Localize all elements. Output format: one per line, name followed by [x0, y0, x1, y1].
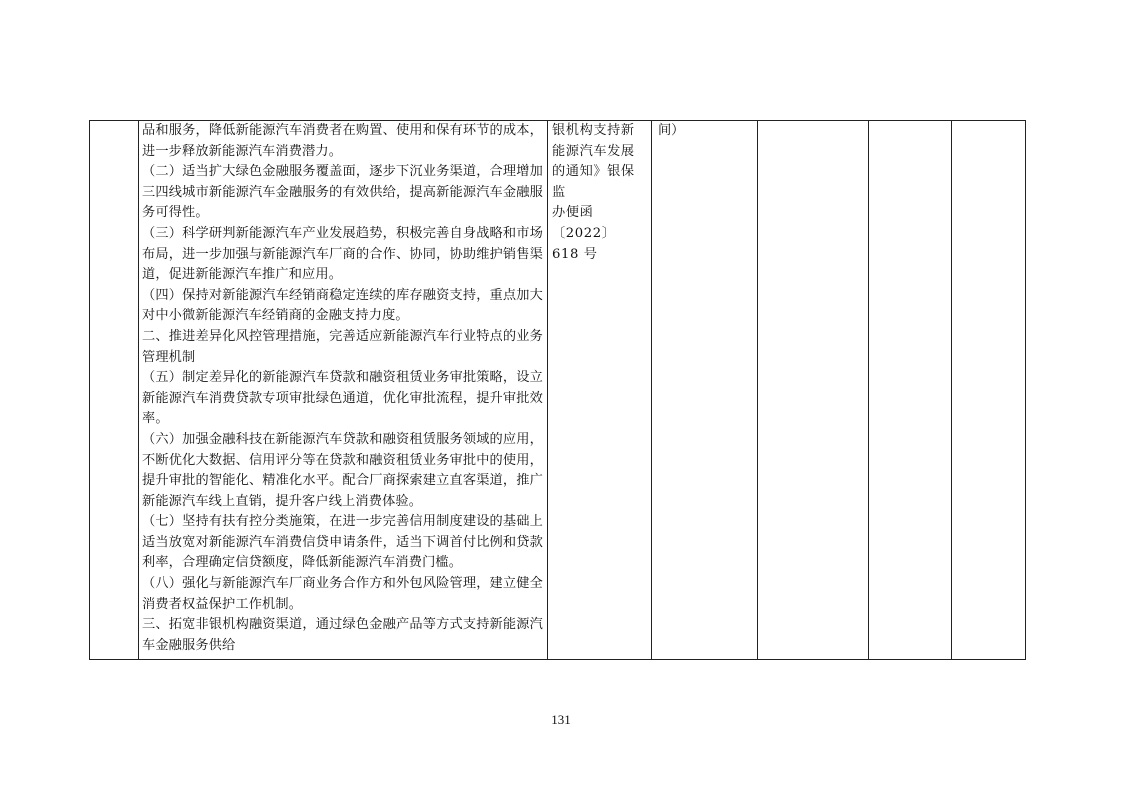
- measure-paragraph: （二）适当扩大绿色金融服务覆盖面，逐步下沉业务渠道，合理增加三四线城市新能源汽车金融服务的有效供给，提高新能源汽车金融服务可得性。: [142, 164, 543, 221]
- measure-paragraph: （七）坚持有扶有控分类施策，在进一步完善信用制度建设的基础上适当放宽对新能源汽车消费信贷申请条件，适当下调首付比例和贷款利率，合理确定信贷额度，降低新能源汽车消费门槛。: [142, 514, 543, 571]
- empty-cell: [952, 121, 1026, 660]
- document-line: 办便函〔2022〕: [552, 205, 616, 241]
- measure-paragraph: （六）加强金融科技在新能源汽车贷款和融资租赁服务领域的应用，不断优化大数据、信用评分等在贷款和融资租赁业务审批中的使用，提升审批的智能化、精准化水平。配合厂商探索建立直客渠道，推广新能源汽车线上直销，提升客户线上消费体验。: [142, 431, 543, 509]
- table-row: [90, 121, 1026, 660]
- date-text: 间）: [658, 123, 685, 138]
- empty-cell: [869, 121, 952, 660]
- measure-paragraph: （八）强化与新能源汽车厂商业务合作方和外包风险管理，建立健全消费者权益保护工作机制。: [142, 576, 543, 612]
- measure-paragraph: （三）科学研判新能源汽车产业发展趋势，积极完善自身战略和市场布局，进一步加强与新能源汽车厂商的合作、协同，协助维护销售渠道，促进新能源汽车推广和应用。: [142, 225, 543, 283]
- page-number: 131: [551, 712, 571, 727]
- measure-paragraph: （四）保持对新能源汽车经销商稳定连续的库存融资支持，重点加大对中小微新能源汽车经销商的金融支持力度。: [142, 287, 543, 324]
- document-line: 银机构支持新: [552, 123, 635, 138]
- section-heading: 三、拓宽非银机构融资渠道，通过绿色金融产品等方式支持新能源汽车金融服务供给: [142, 617, 543, 653]
- policy-table: [89, 120, 1026, 660]
- measures-cell: [139, 121, 548, 660]
- date-cell: [652, 121, 758, 660]
- document-reference-cell: [548, 121, 652, 660]
- index-cell: [90, 121, 139, 660]
- document-line: 的通知》银保监: [552, 164, 635, 200]
- measure-paragraph: 品和服务，降低新能源汽车消费者在购置、使用和保有环节的成本，进一步释放新能源汽车消费潜力。: [142, 123, 543, 159]
- section-heading: 二、推进差异化风控管理措施，完善适应新能源汽车行业特点的业务管理机制: [142, 328, 543, 365]
- document-line: 618 号: [552, 246, 598, 262]
- document-line: 能源汽车发展: [552, 143, 635, 159]
- empty-cell: [758, 121, 869, 660]
- measure-paragraph: （五）制定差异化的新能源汽车贷款和融资租赁业务审批策略，设立新能源汽车消费贷款专项审批绿色通道，优化审批流程，提升审批效率。: [142, 370, 543, 427]
